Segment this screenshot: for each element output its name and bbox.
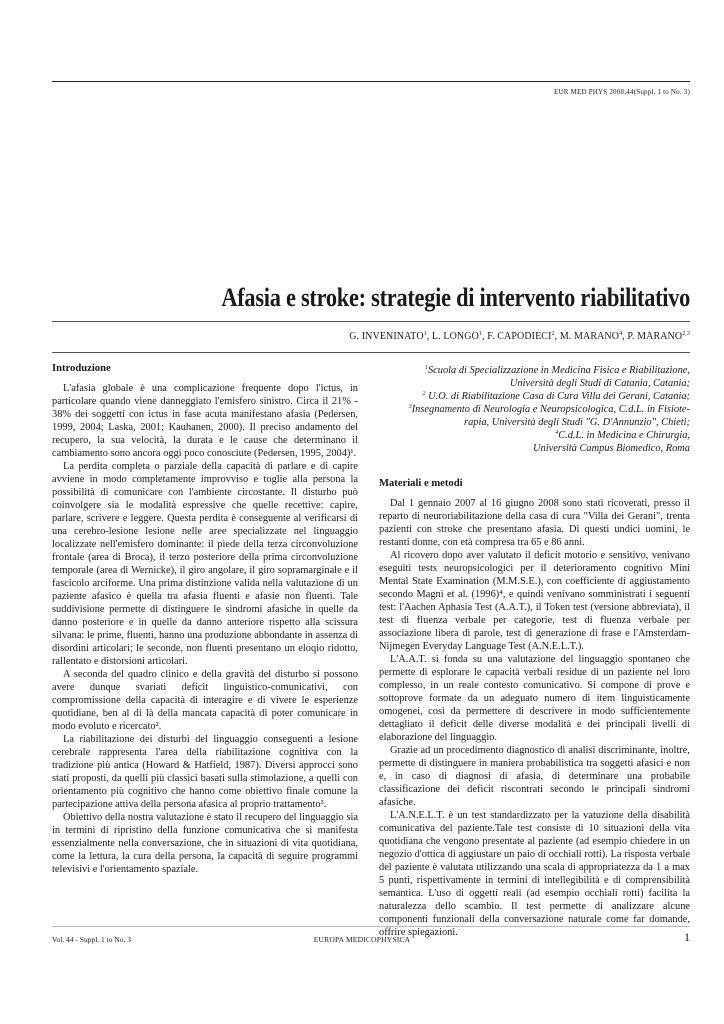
author: G. INVENINATO <box>349 331 424 342</box>
intro-paragraph-4: La riabilitazione dei disturbi del linguaggio conseguenti a lesione cerebrale rappresenta l'area della riabilitazione cognitiva con la tradizione più antica (Howard & Hatfield, 1987). Diversi approcci sono stati proposti, da quelli più classici basati sulla stimolazione, a quelli con orientamento più cognitivo che hanno come obiettivo finale comune la partecipazione attiva della persona afasica al proprio trattamento³. <box>52 734 358 810</box>
affiliation-3: $^3$Insegnamento di Neurologia e Neuropsicologica, C.d.L. in Fisiote- <box>408 404 690 415</box>
author-list: G. INVENINATO$^1$, L. LONGO$^1$, F. CAPODIECI$^2$, M. MARANO$^4$, P. MARANO$^{2,3}$ <box>349 331 690 342</box>
intro-paragraph-5: Obiettivo della nostra valutazione è stato il recupero del linguaggio sia in termini di ripristino della funzione comunicativa che si manifesta essenzialmente nella conversazione, che in situazioni di vita quotidiana, come la lettura, la cura della persona, la capacità di seguire programmi televisivi e l'orientamento spaziale. <box>52 812 358 875</box>
title-rule <box>52 321 690 322</box>
left-column <box>52 362 358 876</box>
section-materiali <box>379 477 690 939</box>
article-title: Afasia e stroke: strategie di intervento riabilitativo <box>221 283 690 312</box>
page-number: 1 <box>684 930 690 944</box>
methods-paragraph-5: L'A.N.E.L.T. è un test standardizzato per la vatuzione della disabilità comunicativa del paziente.Tale test consiste di 10 situazioni della vita quotidiana che vengono presentate al paziente (ad esempio chiedere in un negozio d'ottica di aggiustare un paio di occhiali rotti). La risposta verbale del paziente è valutata utilizzando una scala di appropriatezza da 1 a max 5 punti, rispettivamente in termini di intellegibilità e di comprensibilità semantica. L'uso di oggetti reali (ad esempio occhiali rotti) facilita la naturalezza dello scambio. Il test permette di analizzare alcune componenti funzionali della conversazione naturale come far domande, offrire spiegazioni. <box>379 810 690 938</box>
footer-volume: Vol. 44 - Suppl. 1 to No. 3 <box>52 935 132 944</box>
affiliation-1: $^1$Scuola di Specializzazione in Medicina Fisica e Riabilitazione, <box>424 365 690 376</box>
methods-paragraph-3: L'A.A.T. si fonda su una valutazione del linguaggio spontaneo che permette di esplorare le capacità verbali residue di un paziente nel loro complesso, in un reale contesto comunicativo. Si compone di prove e sottoprove formate da un adeguato numero di item linguisticamente omogenei, così da permettere di descrivere in modo sufficientemente dettagliato il deficit delle diverse modalità e dei principali livelli di elaborazione del linguaggio. <box>379 654 690 743</box>
footer-rule <box>52 926 690 927</box>
methods-paragraph-2: Al ricovero dopo aver valutato il deficit motorio e sensitivo, venivano eseguiti tests neuropsicologici per il deterioramento cognitivo Mini Mental State Examination (M.M.S.E.), con coefficiente di aggiustamento secondo Magni et al. (1996)⁴, e quindi venivano somministrati i seguenti test: l'Aachen Aphasia Test (A.A.T.), il Token test (versione abbreviata), il test di fluenza verbale per categorie, test di fluenza verbale per associazione libera di parole, test di generazione di frase e l'Amsterdam-Nijmegen Everyday Language Test (A.N.E.L.T.). <box>379 550 690 652</box>
intro-paragraph-2: La perdita completa o parziale della capacità di parlare e di capire avviene in modo completamente improvviso e toglie alla persona la possibilità di comunicare con l'ambiente circostante. Il disturbo può coinvolgere sia le modalità espressive che quelle recettive: capire, parlare, scrivere e leggere. Questa perdita è conseguente al verificarsi di una cerebro-lesione lesione nelle aree specializzate nel linguaggio localizzate nell'emisfero dominante: il piede della terza circonvoluzione frontale (area di Broca), il terzo posteriore della prima circonvoluzione temporale (area di Wernicke), il giro angolare, il giro sopramarginale e il fascicolo arciforme. Una prima distinzione valida nella valutazione di un paziente afasico è quella tra afasia fluenti e afasie non fluenti. Tale suddivisione permette di distinguere le sindromi afasiche in quelle da danno posteriore e in quelle da danno anteriore rispetto alla scissura silvana: le prime, fluenti, hanno una produzione abbondante in assenza di disordini articolari; le seconde, non fluenti presentano un eloqio ridotto, rallentato e distorsioni articolari. <box>52 461 358 667</box>
affiliation-4: $^4$C.d.L. in Medicina e Chirurgia, <box>555 430 690 441</box>
methods-paragraph-1: Dal 1 gennaio 2007 al 16 giugno 2008 sono stati ricoverati, presso il reparto di neuroriabilitazione della casa di cura "Villa dei Gerani", trenta pazienti con stroke che presentano afasia. Di questi undici uomini, le restanti donne, con età compresa tra 65 e 86 anni. <box>379 498 690 548</box>
footer-journal: EUROPA MEDICOPHYSICA <box>313 935 411 944</box>
running-head: EUR MED PHYS 2008;44(Suppl. 1 to No. 3) <box>554 88 690 96</box>
affiliations: $^1$Scuola di Specializzazione in Medicina Fisica e Riabilitazione, Università degli Studi di Catania, Catania; $^2$ U.O. di Riabilitazione Casa di Cura Villa dei Gerani, Catania; $^3$Insegnamento di Neurologia e Neuropsicologica, C.d.L. in Fisiote- rapia, Università degli Studi "G. D'Annunzio", Chieti; $^4$C.d.L. in Medicina e Chirurgia, Università Campus Biomedico, Roma <box>379 364 690 455</box>
methods-paragraph-4: Grazie ad un procedimento diagnostico di analisi discriminante, inoltre, permette di distinguere in maniera probabilistica tra soggetti afasici e non e, in caso di diagnosi di afasia, di determinare una probabile classificazione dei deficit riscontrati secondo le principali sindromi afasiche. <box>379 745 690 808</box>
right-column <box>379 362 690 939</box>
author: F. CAPODIECI <box>487 331 552 342</box>
affiliation-2: $^2$ U.O. di Riabilitazione Casa di Cura Villa dei Gerani, Catania; <box>422 391 690 402</box>
authors-rule <box>52 352 690 353</box>
intro-paragraph-3: A seconda del quadro clinico e della gravità del disturbo si possono avere dunque svariati deficit linguistico-comunicativi, con compromissione della capacità di interagire e di vivere le esperienze quotidiane, ben al di là della mancata capacità di poter comunicare in modo evoluto e ricercato². <box>52 669 358 732</box>
section-heading-materiali: Materiali e metodi <box>379 478 463 489</box>
author: P. MARANO <box>627 331 683 342</box>
intro-paragraph-1: L'afasia globale è una complicazione frequente dopo l'ictus, in particolare quando viene danneggiato l'emisfero sinistro. Circa il 21% - 38% dei soggetti con ictus in fase acuta manifestano afasia (Pedersen, 1999, 2004; Laska, 2001; Kauhanen, 2000). Il preciso andamento del recupero, la sua velocità, la durata e le cause che determinano il cambiamento sono ancora oggi poco conosciute (Pedersen, 1995, 2004)¹. <box>52 383 358 459</box>
section-heading-introduzione: Introduzione <box>52 363 111 374</box>
header-rule <box>52 81 690 82</box>
author: M. MARANO <box>559 331 620 342</box>
author: L. LONGO <box>431 331 479 342</box>
